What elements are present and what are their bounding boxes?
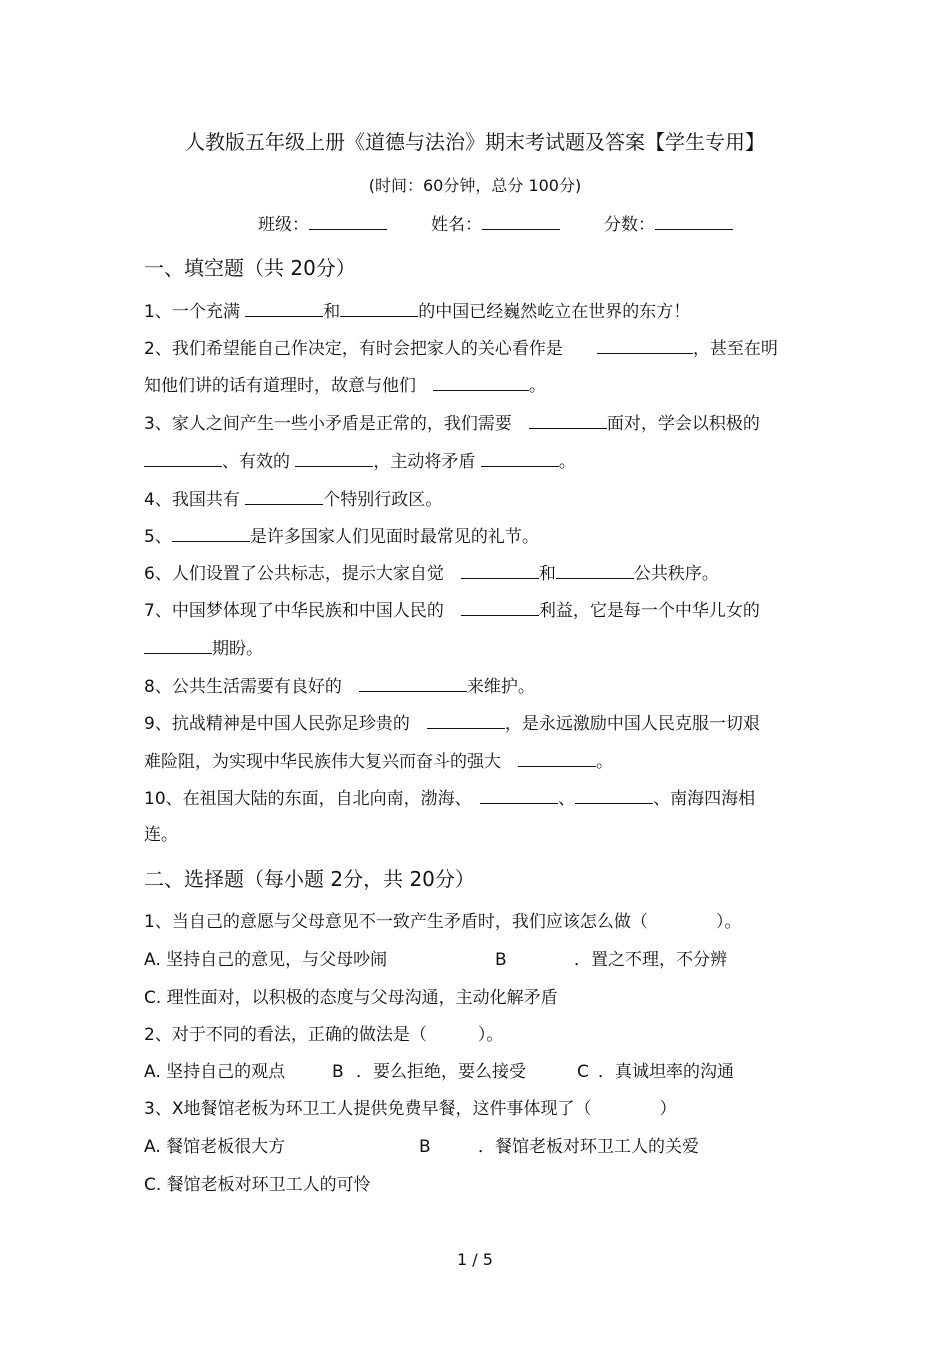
answer-blank <box>245 301 323 317</box>
score-label: 分数： <box>604 215 655 235</box>
choice-3-option-b: ．餐馆老板对环卫工人的关爱 <box>478 1137 699 1157</box>
choice-2-option-c: ．真诚坦率的沟通 <box>598 1062 734 1082</box>
question-fill-9-cont: 难险阻，为实现中华民族伟大复兴而奋斗的强大 。 <box>144 752 613 772</box>
score-field <box>604 214 733 235</box>
answer-blank <box>556 563 634 579</box>
exam-time-score: (时间：60分钟，总分 100分) <box>368 176 582 195</box>
answer-blank <box>359 676 467 692</box>
question-fill-4: 4、我国共有 个特别行政区。 <box>144 490 443 510</box>
question-fill-3-cont: 、有效的 ，主动将矛盾 。 <box>144 451 576 472</box>
answer-blank <box>461 600 539 616</box>
question-fill-8: 8、公共生活需要有良好的 来维护。 <box>144 677 535 697</box>
choice-1-option-c: C. 理性面对，以积极的态度与父母沟通，主动化解矛盾 <box>144 988 558 1008</box>
answer-blank <box>340 301 418 317</box>
choice-1-option-a: A. 坚持自己的意见，与父母吵闹 <box>144 950 388 970</box>
choice-3-option-c: C. 餐馆老板对环卫工人的可怜 <box>144 1175 371 1195</box>
answer-blank <box>480 788 558 804</box>
choice-2-option-a: A. 坚持自己的观点 <box>144 1062 286 1082</box>
question-fill-7-cont: 期盼。 <box>144 638 263 659</box>
question-fill-5: 5、 是许多国家人们见面时最常见的礼节。 <box>144 527 539 547</box>
answer-blank <box>427 713 505 729</box>
score-blank <box>655 214 733 230</box>
answer-blank <box>518 751 596 767</box>
question-choice-3: 3、X地餐馆老板为环卫工人提供免费早餐，这件事体现了（ ） <box>144 1099 677 1119</box>
answer-blank <box>144 638 212 654</box>
answer-blank <box>529 413 607 429</box>
answer-blank <box>245 489 323 505</box>
choice-1-option-b-letter: B <box>495 950 507 970</box>
page-title: 人教版五年级上册《道德与法治》期末考试题及答案【学生专用】 <box>185 130 765 154</box>
choice-1-option-b: ．置之不理，不分辨 <box>574 950 727 970</box>
answer-blank <box>597 338 693 354</box>
class-blank <box>309 214 387 230</box>
choice-2-option-b-letter: B <box>332 1062 344 1082</box>
question-choice-1: 1、当自己的意愿与父母意见不一致产生矛盾时，我们应该怎么做（ ）。 <box>144 912 742 932</box>
question-fill-2-cont: 知他们讲的话有道理时，故意与他们 。 <box>144 376 546 396</box>
question-fill-3: 3、家人之间产生一些小矛盾是正常的，我们需要 面对，学会以积极的 <box>144 414 760 434</box>
name-blank <box>482 214 560 230</box>
question-choice-2: 2、对于不同的看法，正确的做法是（ ）。 <box>144 1025 504 1045</box>
choice-2-option-b: ．要么拒绝，要么接受 <box>356 1062 526 1082</box>
choice-3-option-b-letter: B <box>419 1137 431 1157</box>
section-heading-fill: 一、填空题（共 20分） <box>144 256 356 280</box>
question-fill-9: 9、抗战精神是中国人民弥足珍贵的 ，是永远激励中国人民克服一切艰 <box>144 714 760 734</box>
question-fill-6: 6、人们设置了公共标志，提示大家自觉 和 公共秩序。 <box>144 564 719 584</box>
answer-blank <box>433 375 529 391</box>
answer-blank <box>172 526 250 542</box>
page-number: 1 / 5 <box>457 1250 493 1269</box>
name-field <box>431 214 560 235</box>
section-heading-choice: 二、选择题（每小题 2分，共 20分） <box>144 867 475 891</box>
answer-blank <box>575 788 653 804</box>
choice-2-option-c-letter: C <box>577 1062 589 1082</box>
answer-blank <box>144 451 222 467</box>
class-label: 班级： <box>258 215 309 235</box>
class-field <box>258 214 387 235</box>
name-label: 姓名： <box>431 215 482 235</box>
question-fill-10-cont: 连。 <box>144 825 178 845</box>
question-fill-10: 10、在祖国大陆的东面，自北向南，渤海、 、 、南海四海相 <box>144 789 756 809</box>
question-fill-7: 7、中国梦体现了中华民族和中国人民的 利益，它是每一个中华儿女的 <box>144 601 760 621</box>
question-fill-2: 2、我们希望能自己作决定，有时会把家人的关心看作是 ，甚至在明 <box>144 339 778 359</box>
answer-blank <box>461 563 539 579</box>
answer-blank <box>295 451 373 467</box>
answer-blank <box>481 451 559 467</box>
question-fill-1: 1、一个充满 和 的中国已经巍然屹立在世界的东方！ <box>144 302 691 322</box>
choice-3-option-a: A. 餐馆老板很大方 <box>144 1137 286 1157</box>
